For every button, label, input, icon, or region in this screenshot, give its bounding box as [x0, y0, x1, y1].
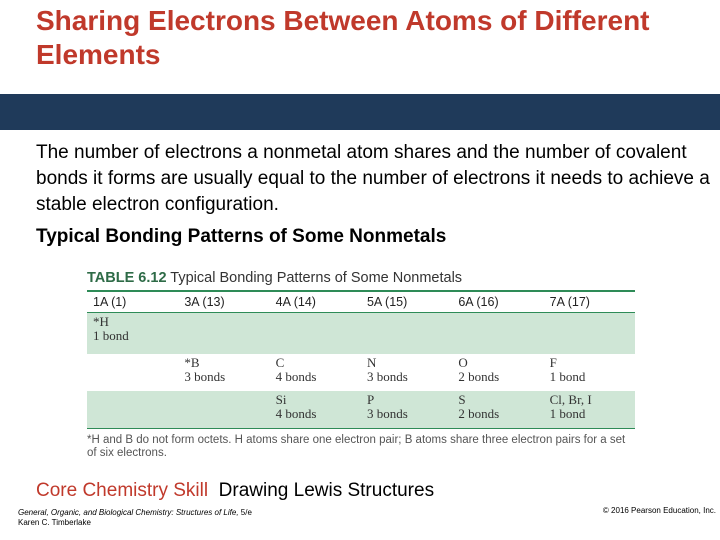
- element-symbol: Cl, Br, I: [549, 392, 592, 407]
- table-row: [87, 391, 635, 429]
- bond-count: 1 bond: [93, 328, 129, 343]
- source-citation: [18, 508, 398, 528]
- title-divider-bar: [0, 94, 720, 130]
- bond-count: 4 bonds: [275, 369, 317, 384]
- element-symbol: Si: [275, 392, 287, 407]
- table-cell: [361, 391, 452, 429]
- column-header: 5A (15): [361, 292, 452, 313]
- source-book: General, Organic, and Biological Chemistry: Structures of Life,: [18, 508, 239, 517]
- slide-title: Sharing Electrons Between Atoms of Different Elements: [36, 5, 650, 70]
- column-header: 6A (16): [452, 292, 543, 313]
- core-skill-name: Drawing Lewis Structures: [218, 480, 435, 501]
- bond-count: 2 bonds: [458, 406, 500, 421]
- element-symbol: C: [275, 355, 285, 370]
- bond-count: 3 bonds: [184, 369, 226, 384]
- table-cell: [87, 391, 178, 429]
- element-symbol: S: [458, 392, 466, 407]
- table-cell: [452, 391, 543, 429]
- table-row: [87, 313, 635, 355]
- element-symbol: O: [458, 355, 468, 370]
- bonding-patterns-table: [87, 292, 635, 429]
- bond-count: 2 bonds: [458, 369, 500, 384]
- column-header: 7A (17): [544, 292, 635, 313]
- table-footnote: *H and B do not form octets. H atoms share one electron pair; B atoms share three electron pairs for a set of six electrons.: [87, 434, 626, 459]
- source-title-line: [18, 508, 398, 518]
- copyright-notice: © 2016 Pearson Education, Inc.: [602, 506, 716, 515]
- table-cell: [452, 354, 543, 391]
- table-header-row: [87, 292, 635, 313]
- bond-count: 1 bond: [549, 406, 586, 421]
- table-cell: [87, 313, 178, 355]
- element-symbol: P: [366, 392, 375, 407]
- table-cell: [452, 313, 543, 355]
- column-header: 3A (13): [178, 292, 269, 313]
- table-number: TABLE 6.12: [87, 270, 167, 286]
- body-paragraph: The number of electrons a nonmetal atom shares and the number of covalent bonds it forms are usually equal to the number of electrons it needs to achieve a stable electron configuration.: [36, 142, 710, 215]
- table-row: [87, 354, 635, 391]
- element-symbol: N: [366, 355, 377, 370]
- column-header: 1A (1): [87, 292, 178, 313]
- element-symbol: F: [549, 355, 557, 370]
- bonding-table: [87, 268, 635, 460]
- column-header: 4A (14): [270, 292, 361, 313]
- element-symbol: *H: [93, 314, 109, 329]
- table-cell: [87, 354, 178, 391]
- bond-count: 1 bond: [549, 369, 586, 384]
- table-cell: [361, 313, 452, 355]
- table-cell: [270, 391, 361, 429]
- table-cell: [178, 313, 269, 355]
- table-cell: [544, 354, 635, 391]
- table-cell: [270, 313, 361, 355]
- source-author: Karen C. Timberlake: [18, 518, 91, 527]
- source-edition: 5/e: [238, 508, 252, 517]
- table-cell: [544, 313, 635, 355]
- table-cell: [178, 354, 269, 391]
- table-cell: [178, 391, 269, 429]
- bond-count: 3 bonds: [366, 406, 408, 421]
- table-title: Typical Bonding Patterns of Some Nonmetals: [170, 270, 463, 286]
- table-caption: [87, 268, 635, 292]
- core-skill-line: [36, 479, 596, 503]
- table-cell: [270, 354, 361, 391]
- table-cell: [544, 391, 635, 429]
- bond-count: 3 bonds: [366, 369, 408, 384]
- element-symbol: *B: [184, 355, 200, 370]
- table-cell: [361, 354, 452, 391]
- bond-count: 4 bonds: [275, 406, 317, 421]
- table-subheading: Typical Bonding Patterns of Some Nonmetals: [36, 226, 447, 247]
- core-skill-label: Core Chemistry Skill: [36, 480, 209, 501]
